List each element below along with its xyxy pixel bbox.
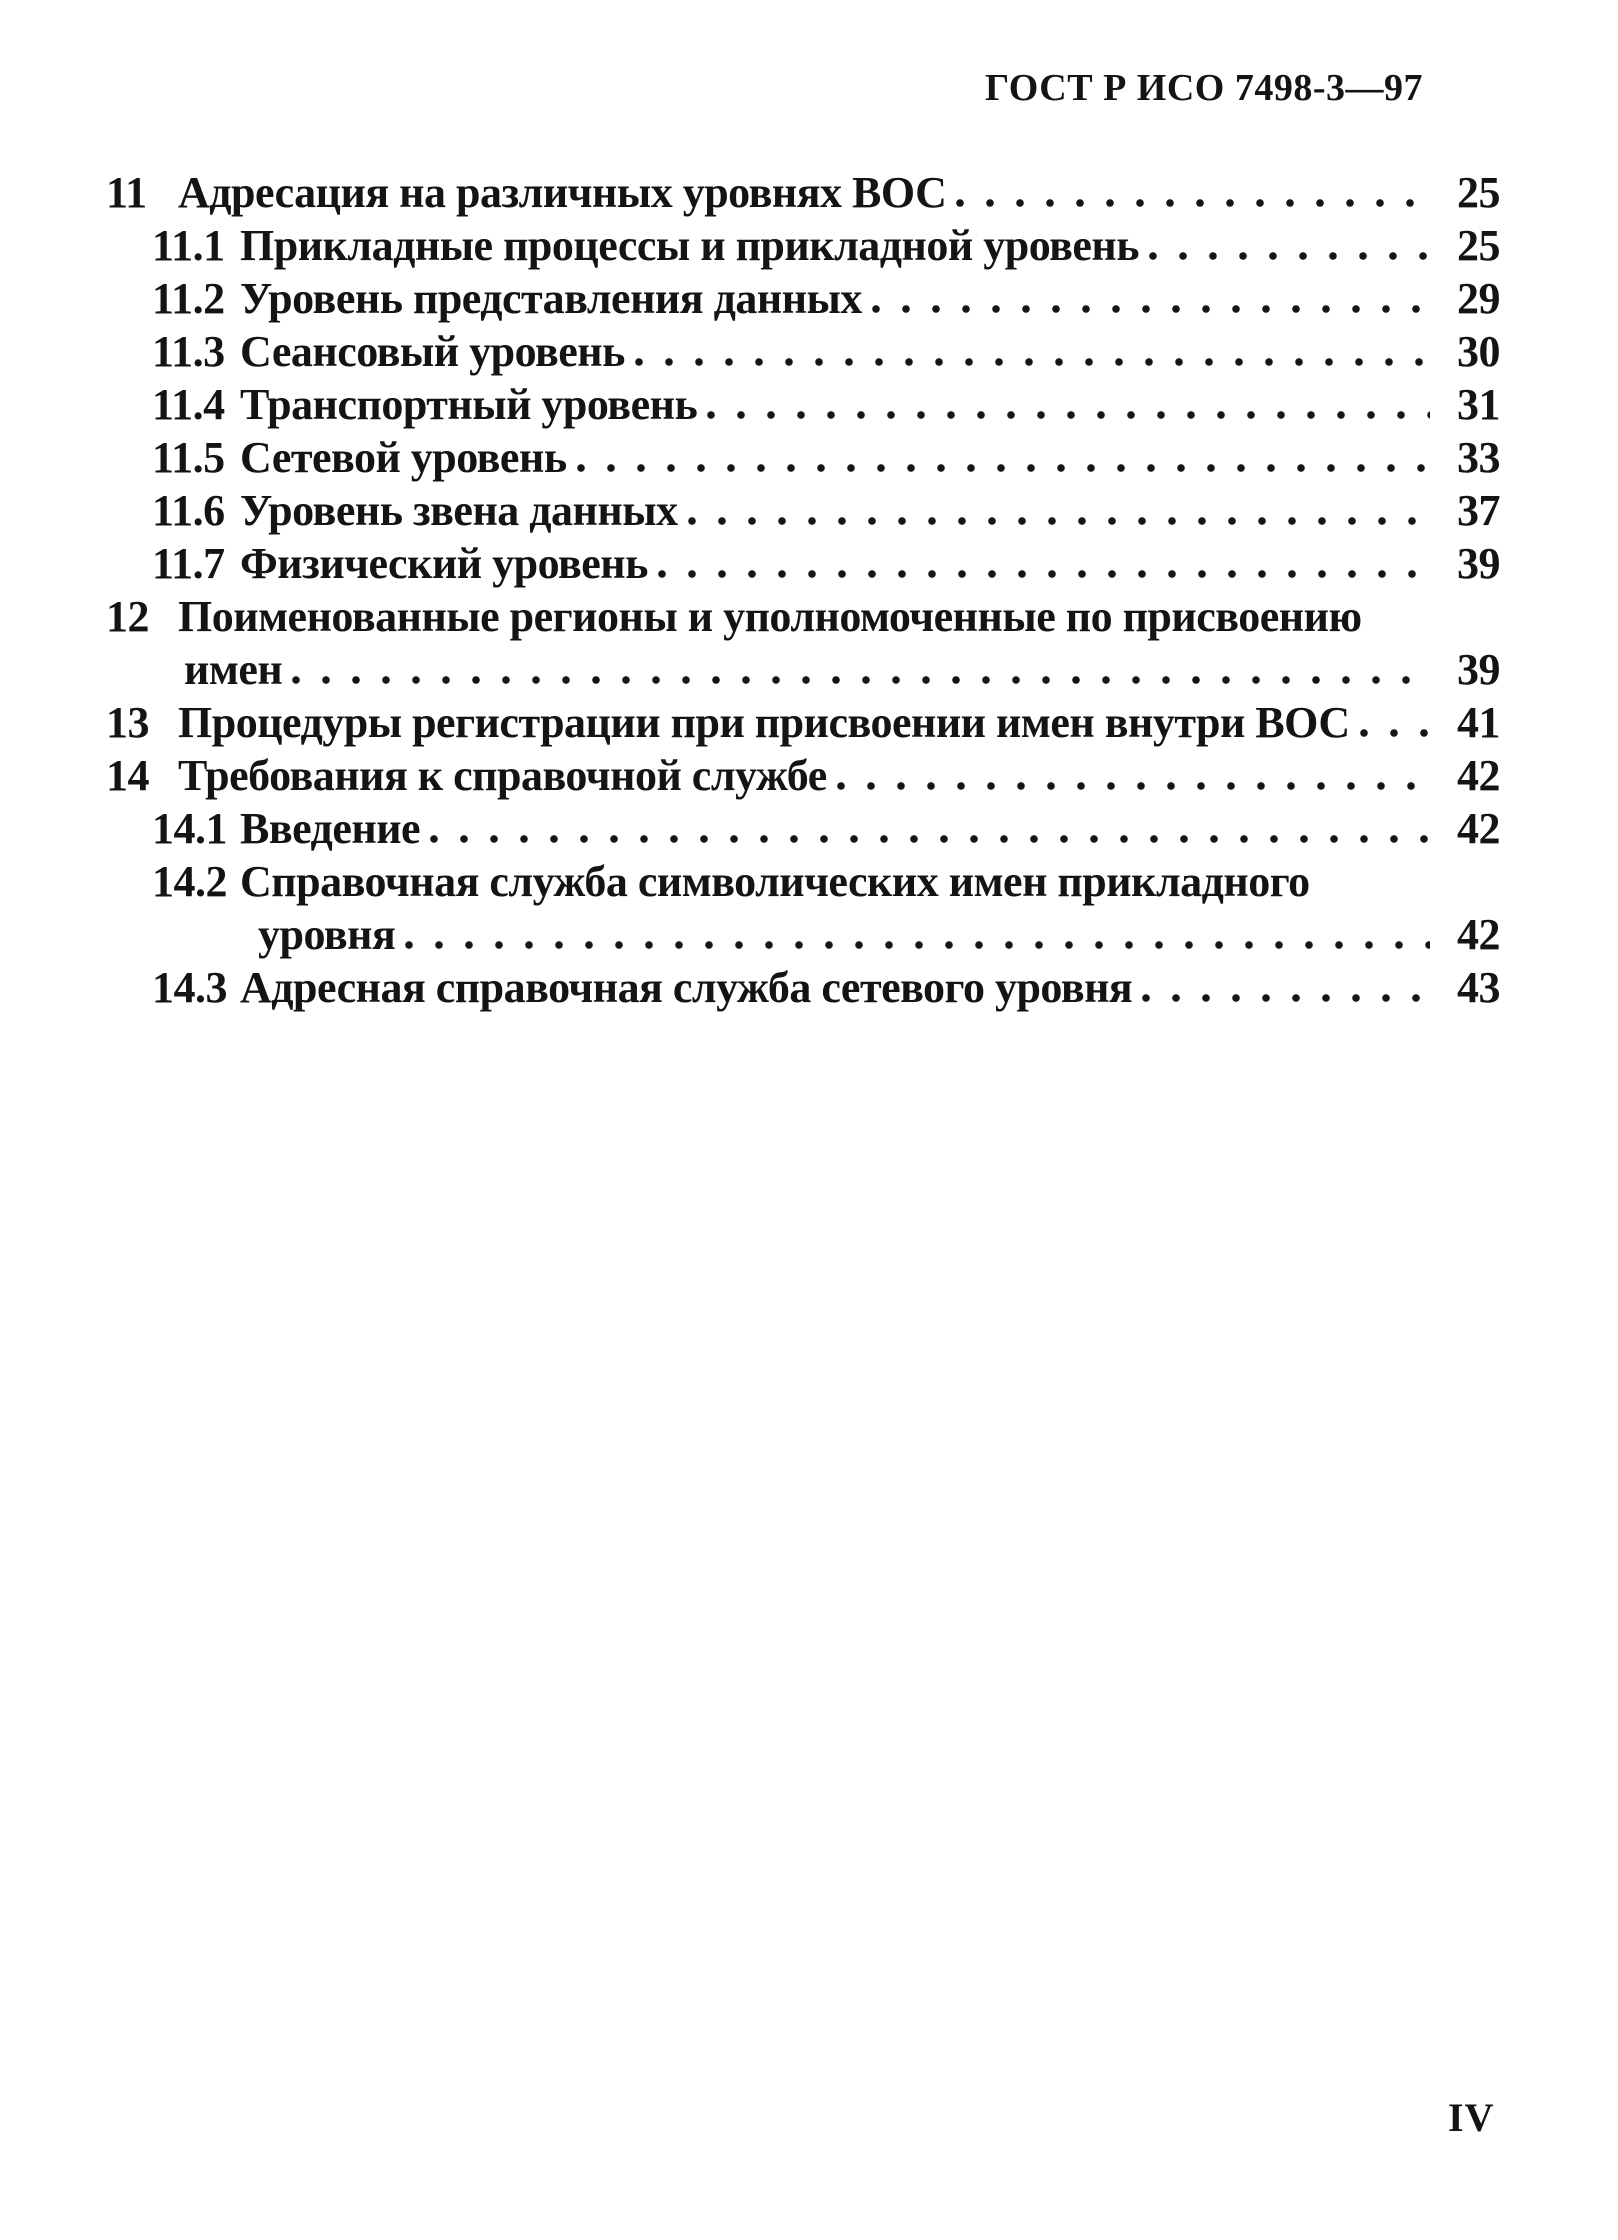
toc-item-number: 13 <box>106 698 149 747</box>
toc-page-number: 29 <box>1457 274 1500 323</box>
toc-item-number: 11.7 <box>152 539 225 588</box>
dot-leader <box>1360 729 1430 737</box>
toc-row <box>152 802 1500 855</box>
toc-row <box>258 908 1500 961</box>
toc-item-number: 11.5 <box>152 433 225 482</box>
document-header-code: ГОСТ Р ИСО 7498-3—97 <box>985 67 1423 109</box>
toc-item-title: Прикладные процессы и прикладной уровень <box>240 221 1140 270</box>
toc-item-title: Справочная служба символических имен прикладного <box>240 857 1310 906</box>
toc-item-number: 14.3 <box>152 963 227 1012</box>
toc-page-number: 30 <box>1457 327 1500 376</box>
toc-item-number: 11 <box>106 168 147 217</box>
toc-item-number: 11.1 <box>152 221 225 270</box>
toc-row <box>152 855 1500 908</box>
toc-row <box>152 961 1500 1014</box>
toc-row <box>152 537 1500 590</box>
dot-leader <box>405 941 1430 949</box>
toc-page-number: 33 <box>1457 433 1500 482</box>
toc-page-number: 41 <box>1457 698 1500 747</box>
dot-leader <box>658 570 1430 578</box>
toc-item-number: 11.2 <box>152 274 225 323</box>
toc-item-title: Физический уровень <box>240 539 648 588</box>
toc-row <box>152 484 1500 537</box>
toc-page-number: 39 <box>1457 645 1500 694</box>
dot-leader <box>837 782 1430 790</box>
dot-leader <box>1149 252 1430 260</box>
toc-item-title: Уровень звена данных <box>240 486 678 535</box>
dot-leader <box>688 517 1430 525</box>
toc-page-number: 25 <box>1457 221 1500 270</box>
toc-item-title: имен <box>184 645 283 694</box>
toc-item-number: 11.4 <box>152 380 225 429</box>
toc-item-title: Сеансовый уровень <box>240 327 625 376</box>
toc-item-title: уровня <box>258 910 396 959</box>
toc-page-number: 37 <box>1457 486 1500 535</box>
toc-page-number: 43 <box>1457 963 1500 1012</box>
toc-item-number: 11.3 <box>152 327 225 376</box>
toc-row <box>152 325 1500 378</box>
toc-item-number: 12 <box>106 592 149 641</box>
dot-leader <box>292 676 1430 684</box>
toc-row <box>184 643 1500 696</box>
toc-item-title: Процедуры регистрации при присвоении имен внутри ВОС <box>178 698 1350 747</box>
dot-leader <box>635 358 1430 366</box>
toc-item-number: 14.1 <box>152 804 227 853</box>
dot-leader <box>430 835 1430 843</box>
dot-leader <box>707 411 1430 419</box>
table-of-contents <box>106 166 1500 1014</box>
toc-row <box>152 431 1500 484</box>
toc-page-number: 42 <box>1457 804 1500 853</box>
toc-page-number: 25 <box>1457 168 1500 217</box>
toc-item-title: Транспортный уровень <box>240 380 698 429</box>
toc-row <box>152 272 1500 325</box>
toc-item-number: 11.6 <box>152 486 225 535</box>
toc-page-number: 42 <box>1457 910 1500 959</box>
toc-item-title: Введение <box>240 804 421 853</box>
toc-row <box>152 219 1500 272</box>
dot-leader <box>872 305 1430 313</box>
toc-row <box>106 749 1500 802</box>
toc-item-title: Уровень представления данных <box>240 274 862 323</box>
toc-item-number: 14 <box>106 751 149 800</box>
dot-leader <box>1142 994 1430 1002</box>
toc-item-number: 14.2 <box>152 857 227 906</box>
dot-leader <box>577 464 1430 472</box>
toc-item-title: Адресная справочная служба сетевого уровня <box>240 963 1133 1012</box>
toc-item-title: Адресация на различных уровнях ВОС <box>178 168 947 217</box>
toc-item-title: Поименованные регионы и уполномоченные по присвоению <box>178 592 1362 641</box>
dot-leader <box>956 199 1430 207</box>
toc-page-number: 31 <box>1457 380 1500 429</box>
toc-row <box>106 696 1500 749</box>
toc-item-title: Сетевой уровень <box>240 433 567 482</box>
toc-row <box>106 590 1500 643</box>
page-number-roman: IV <box>1448 2095 1495 2140</box>
toc-row <box>106 166 1500 219</box>
toc-row <box>152 378 1500 431</box>
toc-item-title: Требования к справочной службе <box>178 751 827 800</box>
toc-page-number: 42 <box>1457 751 1500 800</box>
toc-page-number: 39 <box>1457 539 1500 588</box>
